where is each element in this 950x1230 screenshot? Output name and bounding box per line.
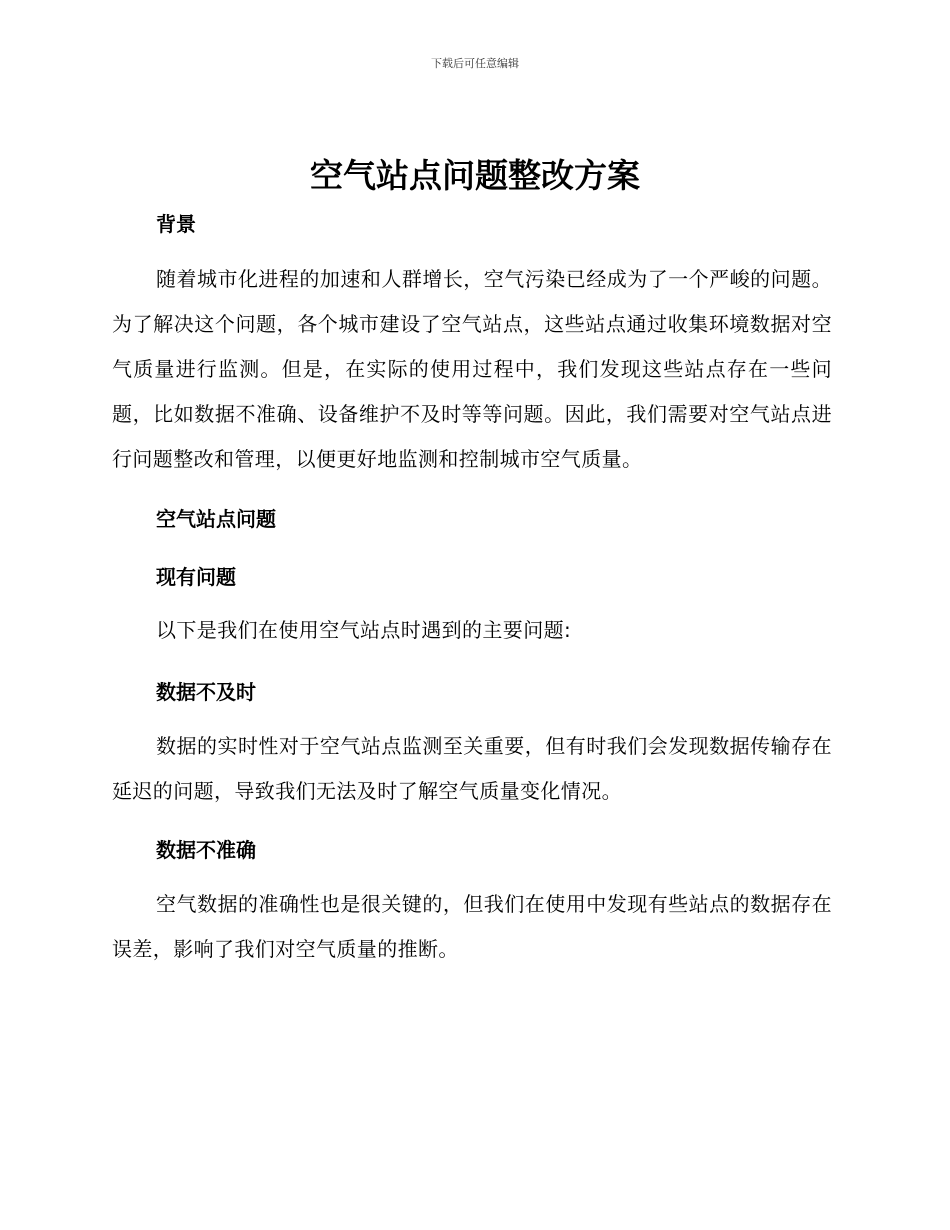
air-station-issues-heading: 空气站点问题 <box>156 507 276 531</box>
existing-issues-intro: 以下是我们在使用空气站点时遇到的主要问题: <box>156 618 572 642</box>
data-inaccurate-paragraph: 空气数据的准确性也是很关键的，但我们在使用中发现有些站点的数据存在误差，影响了我们对空气质量的推断。 <box>112 892 832 961</box>
data-not-timely-heading: 数据不及时 <box>156 680 256 704</box>
existing-issues-heading: 现有问题 <box>156 565 236 589</box>
background-paragraph: 随着城市化进程的加速和人群增长，空气污染已经成为了一个严峻的问题。为了解决这个问题，各个城市建设了空气站点，这些站点通过收集环境数据对空气质量进行监测。但是，在实际的使用过程中，我们发现这些站点存在一些问题，比如数据不准确、设备维护不及时等等问题。因此，我们需要对空气站点进行问题整改和管理，以便更好地监测和控制城市空气质量。 <box>112 267 832 471</box>
background-heading: 背景 <box>156 212 196 236</box>
data-inaccurate-heading: 数据不准确 <box>156 838 256 862</box>
header-note: 下载后可任意编辑 <box>431 57 519 70</box>
document-title: 空气站点问题整改方案 <box>310 156 640 195</box>
data-not-timely-paragraph: 数据的实时性对于空气站点监测至关重要，但有时我们会发现数据传输存在延迟的问题，导致我们无法及时了解空气质量变化情况。 <box>112 734 832 803</box>
